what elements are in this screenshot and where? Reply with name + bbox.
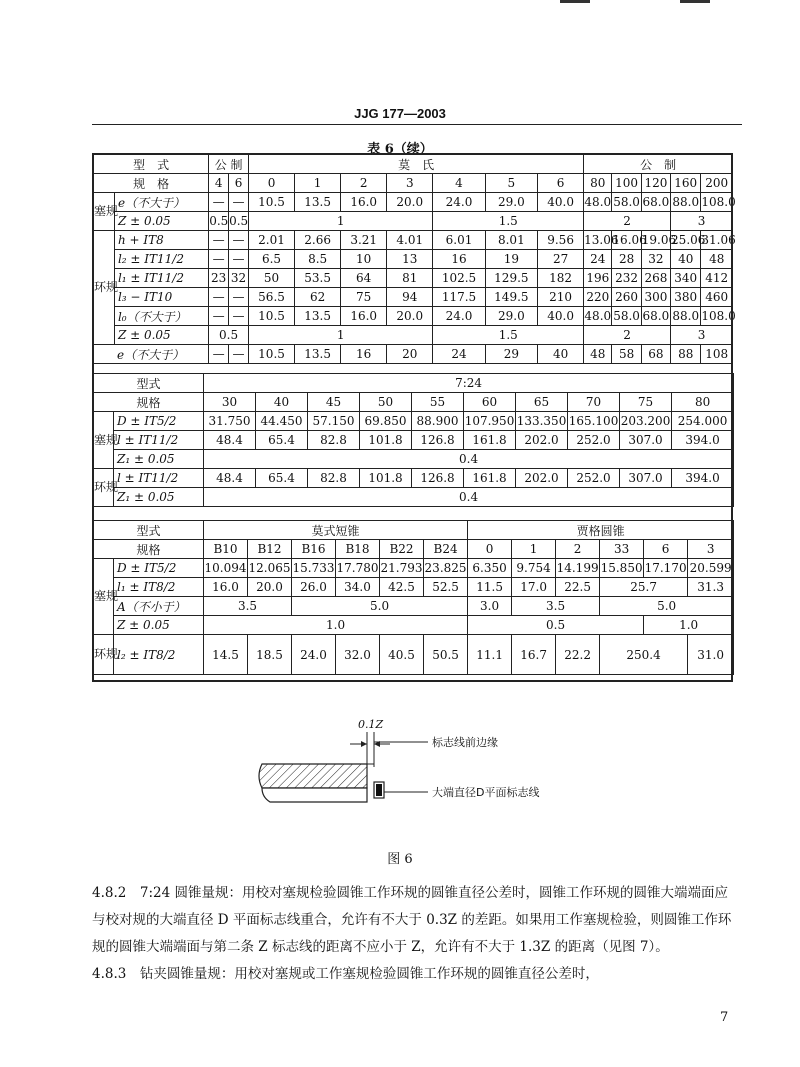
value-cell: 307.0 xyxy=(620,469,672,488)
value-cell: 20.0 xyxy=(248,578,292,597)
scan-mark xyxy=(560,0,590,3)
value-cell: 22.2 xyxy=(556,635,600,675)
spec-cell: 160 xyxy=(671,174,701,193)
table-row xyxy=(94,174,733,193)
header-cell: 型式 xyxy=(94,374,204,393)
value-cell: 21.793 xyxy=(380,559,424,578)
value-cell: 133.350 xyxy=(516,412,568,431)
table-7-24 xyxy=(93,373,734,507)
scan-mark xyxy=(680,0,710,3)
row-label: l ± IT11/2 xyxy=(114,469,204,488)
spec-cell: 65 xyxy=(516,393,568,412)
header-cell: 规 格 xyxy=(94,174,209,193)
value-cell: 20 xyxy=(387,345,433,364)
spec-cell: 50 xyxy=(360,393,412,412)
value-cell: 64 xyxy=(341,269,387,288)
row-label: l₂ ± IT8/2 xyxy=(114,635,204,675)
value-cell: 300 xyxy=(641,288,670,307)
table-morse-metric xyxy=(93,154,736,364)
table-row xyxy=(94,231,733,250)
value-cell: 2.01 xyxy=(249,231,295,250)
value-cell: 50.5 xyxy=(424,635,468,675)
value-cell: 18.5 xyxy=(248,635,292,675)
table-row xyxy=(94,597,734,616)
value-cell: 5.0 xyxy=(600,597,734,616)
table-row xyxy=(94,469,734,488)
value-cell: 32.0 xyxy=(336,635,380,675)
value-cell: 268 xyxy=(641,269,670,288)
value-cell: 161.8 xyxy=(464,469,516,488)
table-row xyxy=(94,450,734,469)
spec-cell: 2 xyxy=(341,174,387,193)
body-text xyxy=(92,880,738,988)
page-number: 7 xyxy=(720,1010,729,1025)
header-cell: 贾格圆锥 xyxy=(468,521,734,540)
value-cell: 53.5 xyxy=(295,269,341,288)
value-cell: 14.199 xyxy=(556,559,600,578)
value-cell: 16.0 xyxy=(204,578,248,597)
value-cell: 1 xyxy=(249,326,433,345)
value-cell: 48.0 xyxy=(584,307,612,326)
spec-cell: 70 xyxy=(568,393,620,412)
group-label: 塞规 xyxy=(94,559,114,635)
value-cell: 34.0 xyxy=(336,578,380,597)
group-label: 塞规 xyxy=(94,412,114,469)
row-label: D ± IT5/2 xyxy=(114,412,204,431)
value-cell: 149.5 xyxy=(485,288,537,307)
header-cell: 规格 xyxy=(94,540,204,559)
row-label: D ± IT5/2 xyxy=(114,559,204,578)
value-cell: 28 xyxy=(612,250,641,269)
value-cell: 210 xyxy=(538,288,584,307)
value-cell: 0.4 xyxy=(204,450,734,469)
dim-label: 0.1Z xyxy=(358,718,384,731)
value-cell: 101.8 xyxy=(360,469,412,488)
value-cell: 8.01 xyxy=(485,231,537,250)
spec-cell: 100 xyxy=(612,174,641,193)
spec-cell: 80 xyxy=(672,393,734,412)
value-cell: 16.06 xyxy=(612,231,641,250)
value-cell: 126.8 xyxy=(412,469,464,488)
value-cell: 1.5 xyxy=(433,212,584,231)
spec-cell: 1 xyxy=(295,174,341,193)
value-cell: 102.5 xyxy=(433,269,485,288)
value-cell: 1 xyxy=(249,212,433,231)
row-label: l₁ ± IT8/2 xyxy=(114,578,204,597)
header-cell: 公 制 xyxy=(209,155,249,174)
spec-cell: 200 xyxy=(701,174,733,193)
value-cell: 69.850 xyxy=(360,412,412,431)
value-cell: 40.5 xyxy=(380,635,424,675)
value-cell: 48.0 xyxy=(584,193,612,212)
value-cell: — xyxy=(229,288,249,307)
value-cell: 48 xyxy=(701,250,733,269)
row-label: Z₁ ± 0.05 xyxy=(114,488,204,507)
value-cell: 252.0 xyxy=(568,431,620,450)
value-cell: — xyxy=(209,345,229,364)
value-cell: 1.0 xyxy=(644,616,734,635)
table-row xyxy=(94,212,733,231)
value-cell: 27 xyxy=(538,250,584,269)
value-cell: 0.5 xyxy=(468,616,644,635)
value-cell: — xyxy=(209,193,229,212)
table-short-morse-jacobs xyxy=(93,520,734,675)
spec-cell: 6 xyxy=(644,540,688,559)
value-cell: 29.0 xyxy=(485,307,537,326)
value-cell: 12.065 xyxy=(248,559,292,578)
value-cell: 129.5 xyxy=(485,269,537,288)
table-row xyxy=(94,540,734,559)
value-cell: 13.06 xyxy=(584,231,612,250)
table-row xyxy=(94,269,733,288)
value-cell: 81 xyxy=(387,269,433,288)
value-cell: 460 xyxy=(701,288,733,307)
row-label: h + IT8 xyxy=(114,231,208,250)
spec-cell: 6 xyxy=(538,174,584,193)
value-cell: 48 xyxy=(584,345,612,364)
value-cell: 17.0 xyxy=(512,578,556,597)
table-row xyxy=(94,326,733,345)
value-cell: 380 xyxy=(671,288,701,307)
value-cell: 2 xyxy=(584,326,671,345)
value-cell: 56.5 xyxy=(249,288,295,307)
spec-cell: 2 xyxy=(556,540,600,559)
value-cell: 11.5 xyxy=(468,578,512,597)
value-cell: 3.21 xyxy=(341,231,387,250)
value-cell: 108.0 xyxy=(701,307,733,326)
row-label: A（不小于） xyxy=(114,597,204,616)
value-cell: 20.0 xyxy=(387,193,433,212)
value-cell: 22.5 xyxy=(556,578,600,597)
value-cell: 19.06 xyxy=(641,231,670,250)
value-cell: 196 xyxy=(584,269,612,288)
row-label: l₂ ± IT11/2 xyxy=(114,250,208,269)
value-cell: 4.01 xyxy=(387,231,433,250)
value-cell: — xyxy=(209,250,229,269)
spec-cell: B22 xyxy=(380,540,424,559)
value-cell: 340 xyxy=(671,269,701,288)
row-label: Z ± 0.05 xyxy=(114,616,204,635)
value-cell: 13.5 xyxy=(295,307,341,326)
spec-cell: 33 xyxy=(600,540,644,559)
value-cell: 13 xyxy=(387,250,433,269)
value-cell: 19 xyxy=(485,250,537,269)
value-cell: — xyxy=(209,307,229,326)
group-label: 塞规 xyxy=(94,193,115,231)
table-row xyxy=(94,288,733,307)
value-cell: 24.0 xyxy=(292,635,336,675)
value-cell: 3 xyxy=(671,212,733,231)
row-label: l₃ − IT10 xyxy=(114,288,208,307)
value-cell: 82.8 xyxy=(308,469,360,488)
spec-cell: 30 xyxy=(204,393,256,412)
value-cell: 10.094 xyxy=(204,559,248,578)
value-cell: 31.0 xyxy=(688,635,734,675)
value-cell: 10.5 xyxy=(249,345,295,364)
value-cell: 52.5 xyxy=(424,578,468,597)
value-cell: 40 xyxy=(671,250,701,269)
header-cell: 公 制 xyxy=(584,155,733,174)
table-row xyxy=(94,193,733,212)
value-cell: 14.5 xyxy=(204,635,248,675)
value-cell: 26.0 xyxy=(292,578,336,597)
spec-cell: 0 xyxy=(468,540,512,559)
table-row xyxy=(94,374,734,393)
table-row xyxy=(94,635,734,675)
value-cell: 16.7 xyxy=(512,635,556,675)
value-cell: 29.0 xyxy=(485,193,537,212)
spec-cell: B24 xyxy=(424,540,468,559)
value-cell: 31.06 xyxy=(701,231,733,250)
value-cell: — xyxy=(229,250,249,269)
value-cell: 13.5 xyxy=(295,193,341,212)
header-cell: 型 式 xyxy=(94,155,209,174)
row-label: l₁ ± IT11/2 xyxy=(114,269,208,288)
value-cell: 10.5 xyxy=(249,307,295,326)
spec-cell: 4 xyxy=(433,174,485,193)
value-cell: 202.0 xyxy=(516,469,568,488)
spec-cell: 45 xyxy=(308,393,360,412)
value-cell: 24.0 xyxy=(433,307,485,326)
callout-top: 标志线前边缘 xyxy=(432,736,498,749)
value-cell: 220 xyxy=(584,288,612,307)
table-row xyxy=(94,250,733,269)
value-cell: — xyxy=(209,288,229,307)
value-cell: 412 xyxy=(701,269,733,288)
table-row xyxy=(94,431,734,450)
paragraph: 4.8.3 钻夹圆锥量规：用校对塞规或工作塞规检验圆锥工作环规的圆锥直径公差时， xyxy=(92,966,599,982)
value-cell: 94 xyxy=(387,288,433,307)
value-cell: 394.0 xyxy=(672,431,734,450)
value-cell: 11.1 xyxy=(468,635,512,675)
value-cell: 161.8 xyxy=(464,431,516,450)
row-label: e（不大于） xyxy=(114,193,208,212)
spec-cell: 80 xyxy=(584,174,612,193)
value-cell: 32 xyxy=(641,250,670,269)
value-cell: 17.170 xyxy=(644,559,688,578)
header-cell: 规格 xyxy=(94,393,204,412)
value-cell: 65.4 xyxy=(256,469,308,488)
value-cell: 23 xyxy=(209,269,229,288)
row-label: l₀（不大于） xyxy=(114,307,208,326)
value-cell: 25.06 xyxy=(671,231,701,250)
group-label: 环规 xyxy=(94,469,114,507)
table-row xyxy=(94,345,733,364)
value-cell: 108 xyxy=(701,345,733,364)
value-cell: 88.0 xyxy=(671,193,701,212)
spec-cell: 5 xyxy=(485,174,537,193)
table-row xyxy=(94,412,734,431)
table-row xyxy=(94,307,733,326)
table-row xyxy=(94,488,734,507)
value-cell: 6.350 xyxy=(468,559,512,578)
value-cell: 15.850 xyxy=(600,559,644,578)
table-row xyxy=(94,559,734,578)
value-cell: 6.5 xyxy=(249,250,295,269)
value-cell: 6.01 xyxy=(433,231,485,250)
value-cell: 107.950 xyxy=(464,412,516,431)
spec-cell: 3 xyxy=(387,174,433,193)
value-cell: 8.5 xyxy=(295,250,341,269)
value-cell: 40.0 xyxy=(538,193,584,212)
value-cell: 31.3 xyxy=(688,578,734,597)
value-cell: 0.4 xyxy=(204,488,734,507)
header-cell: 莫式短锥 xyxy=(204,521,468,540)
value-cell: 165.100 xyxy=(568,412,620,431)
value-cell: 9.56 xyxy=(538,231,584,250)
value-cell: 25.7 xyxy=(600,578,688,597)
value-cell: 48.4 xyxy=(204,431,256,450)
value-cell: 260 xyxy=(612,288,641,307)
value-cell: 2.66 xyxy=(295,231,341,250)
value-cell: 42.5 xyxy=(380,578,424,597)
value-cell: 58.0 xyxy=(612,307,641,326)
value-cell: 3.0 xyxy=(468,597,512,616)
figure-caption: 图 6 xyxy=(387,852,413,867)
paragraph: 4.8.2 7:24 圆锥量规：用校对塞规检验圆锥工作环规的圆锥直径公差时，圆锥工作环规的圆锥大端端面应与校对规的大端直径 D 平面标志线重合，允许有不大于 0.3Z 的差距。如果用工作塞规检验，则圆锥工作环规的圆锥大端端面与第二条 Z 标志线的距离不应小于 Z，允许有不大于 1.3Z 的距离（见图 7）。 xyxy=(92,885,732,955)
value-cell: 88.0 xyxy=(671,307,701,326)
table-row xyxy=(94,393,734,412)
table-row xyxy=(94,521,734,540)
value-cell: 24 xyxy=(433,345,485,364)
group-label: 环规 xyxy=(94,231,115,345)
spec-cell: 4 xyxy=(209,174,229,193)
header-rule xyxy=(92,124,742,125)
value-cell: 16.0 xyxy=(341,193,387,212)
spec-cell: 60 xyxy=(464,393,516,412)
value-cell: 17.780 xyxy=(336,559,380,578)
value-cell: 2 xyxy=(584,212,671,231)
row-label: Z ± 0.05 xyxy=(114,326,208,345)
value-cell: — xyxy=(209,231,229,250)
value-cell: 68.0 xyxy=(641,193,670,212)
value-cell: 16 xyxy=(341,345,387,364)
value-cell: — xyxy=(229,231,249,250)
value-cell: 394.0 xyxy=(672,469,734,488)
header-cell: 型式 xyxy=(94,521,204,540)
value-cell: 88.900 xyxy=(412,412,464,431)
spec-cell: 3 xyxy=(688,540,734,559)
callout-bottom: 大端直径D平面标志线 xyxy=(432,786,540,799)
value-cell: 232 xyxy=(612,269,641,288)
value-cell: 182 xyxy=(538,269,584,288)
value-cell: 58.0 xyxy=(612,193,641,212)
value-cell: 50 xyxy=(249,269,295,288)
value-cell: 1.0 xyxy=(204,616,468,635)
value-cell: 101.8 xyxy=(360,431,412,450)
spec-cell: 0 xyxy=(249,174,295,193)
value-cell: 3.5 xyxy=(204,597,292,616)
value-cell: 117.5 xyxy=(433,288,485,307)
spec-cell: B12 xyxy=(248,540,292,559)
spec-cell: 120 xyxy=(641,174,670,193)
value-cell: 88 xyxy=(671,345,701,364)
value-cell: 44.450 xyxy=(256,412,308,431)
spec-cell: 55 xyxy=(412,393,464,412)
value-cell: — xyxy=(229,307,249,326)
value-cell: 57.150 xyxy=(308,412,360,431)
value-cell: 0.5 xyxy=(209,212,229,231)
value-cell: 0.5 xyxy=(209,326,249,345)
value-cell: 3.5 xyxy=(512,597,600,616)
value-cell: 307.0 xyxy=(620,431,672,450)
header-cell: 莫 氏 xyxy=(249,155,584,174)
table-row xyxy=(94,616,734,635)
spec-cell: 6 xyxy=(229,174,249,193)
value-cell: 48.4 xyxy=(204,469,256,488)
value-cell: 0.5 xyxy=(229,212,249,231)
value-cell: 1.5 xyxy=(433,326,584,345)
value-cell: — xyxy=(229,193,249,212)
value-cell: 20.0 xyxy=(387,307,433,326)
value-cell: 23.825 xyxy=(424,559,468,578)
spec-cell: 1 xyxy=(512,540,556,559)
table-caption: 表 6（续） xyxy=(367,142,433,157)
value-cell: 254.000 xyxy=(672,412,734,431)
table-row xyxy=(94,578,734,597)
value-cell: 62 xyxy=(295,288,341,307)
value-cell: 252.0 xyxy=(568,469,620,488)
value-cell: 16.0 xyxy=(341,307,387,326)
value-cell: 250.4 xyxy=(600,635,688,675)
spec-cell: 40 xyxy=(256,393,308,412)
row-label: e（不大于） xyxy=(94,345,209,364)
value-cell: 68 xyxy=(641,345,670,364)
value-cell: 20.599 xyxy=(688,559,734,578)
value-cell: 24 xyxy=(584,250,612,269)
value-cell: 75 xyxy=(341,288,387,307)
header-cell: 7:24 xyxy=(204,374,734,393)
value-cell: 31.750 xyxy=(204,412,256,431)
value-cell: 40 xyxy=(538,345,584,364)
figure-6 xyxy=(250,718,630,826)
value-cell: 40.0 xyxy=(538,307,584,326)
value-cell: 65.4 xyxy=(256,431,308,450)
value-cell: 58 xyxy=(612,345,641,364)
value-cell: 9.754 xyxy=(512,559,556,578)
spec-cell: B10 xyxy=(204,540,248,559)
page-header: JJG 177—2003 xyxy=(354,106,446,121)
value-cell: 3 xyxy=(671,326,733,345)
value-cell: 29 xyxy=(485,345,537,364)
value-cell: 32 xyxy=(229,269,249,288)
value-cell: 68.0 xyxy=(641,307,670,326)
value-cell: 203.200 xyxy=(620,412,672,431)
row-label: l ± IT11/2 xyxy=(114,431,204,450)
spec-cell: B16 xyxy=(292,540,336,559)
value-cell: 10 xyxy=(341,250,387,269)
value-cell: 15.733 xyxy=(292,559,336,578)
value-cell: 16 xyxy=(433,250,485,269)
row-label: Z₁ ± 0.05 xyxy=(114,450,204,469)
spec-cell: 75 xyxy=(620,393,672,412)
value-cell: 24.0 xyxy=(433,193,485,212)
value-cell: 82.8 xyxy=(308,431,360,450)
value-cell: — xyxy=(229,345,249,364)
spec-cell: B18 xyxy=(336,540,380,559)
value-cell: 126.8 xyxy=(412,431,464,450)
value-cell: 10.5 xyxy=(249,193,295,212)
value-cell: 108.0 xyxy=(701,193,733,212)
value-cell: 5.0 xyxy=(292,597,468,616)
row-label: Z ± 0.05 xyxy=(114,212,208,231)
table-row xyxy=(94,155,733,174)
group-label: 环规 xyxy=(94,635,114,675)
value-cell: 202.0 xyxy=(516,431,568,450)
value-cell: 13.5 xyxy=(295,345,341,364)
